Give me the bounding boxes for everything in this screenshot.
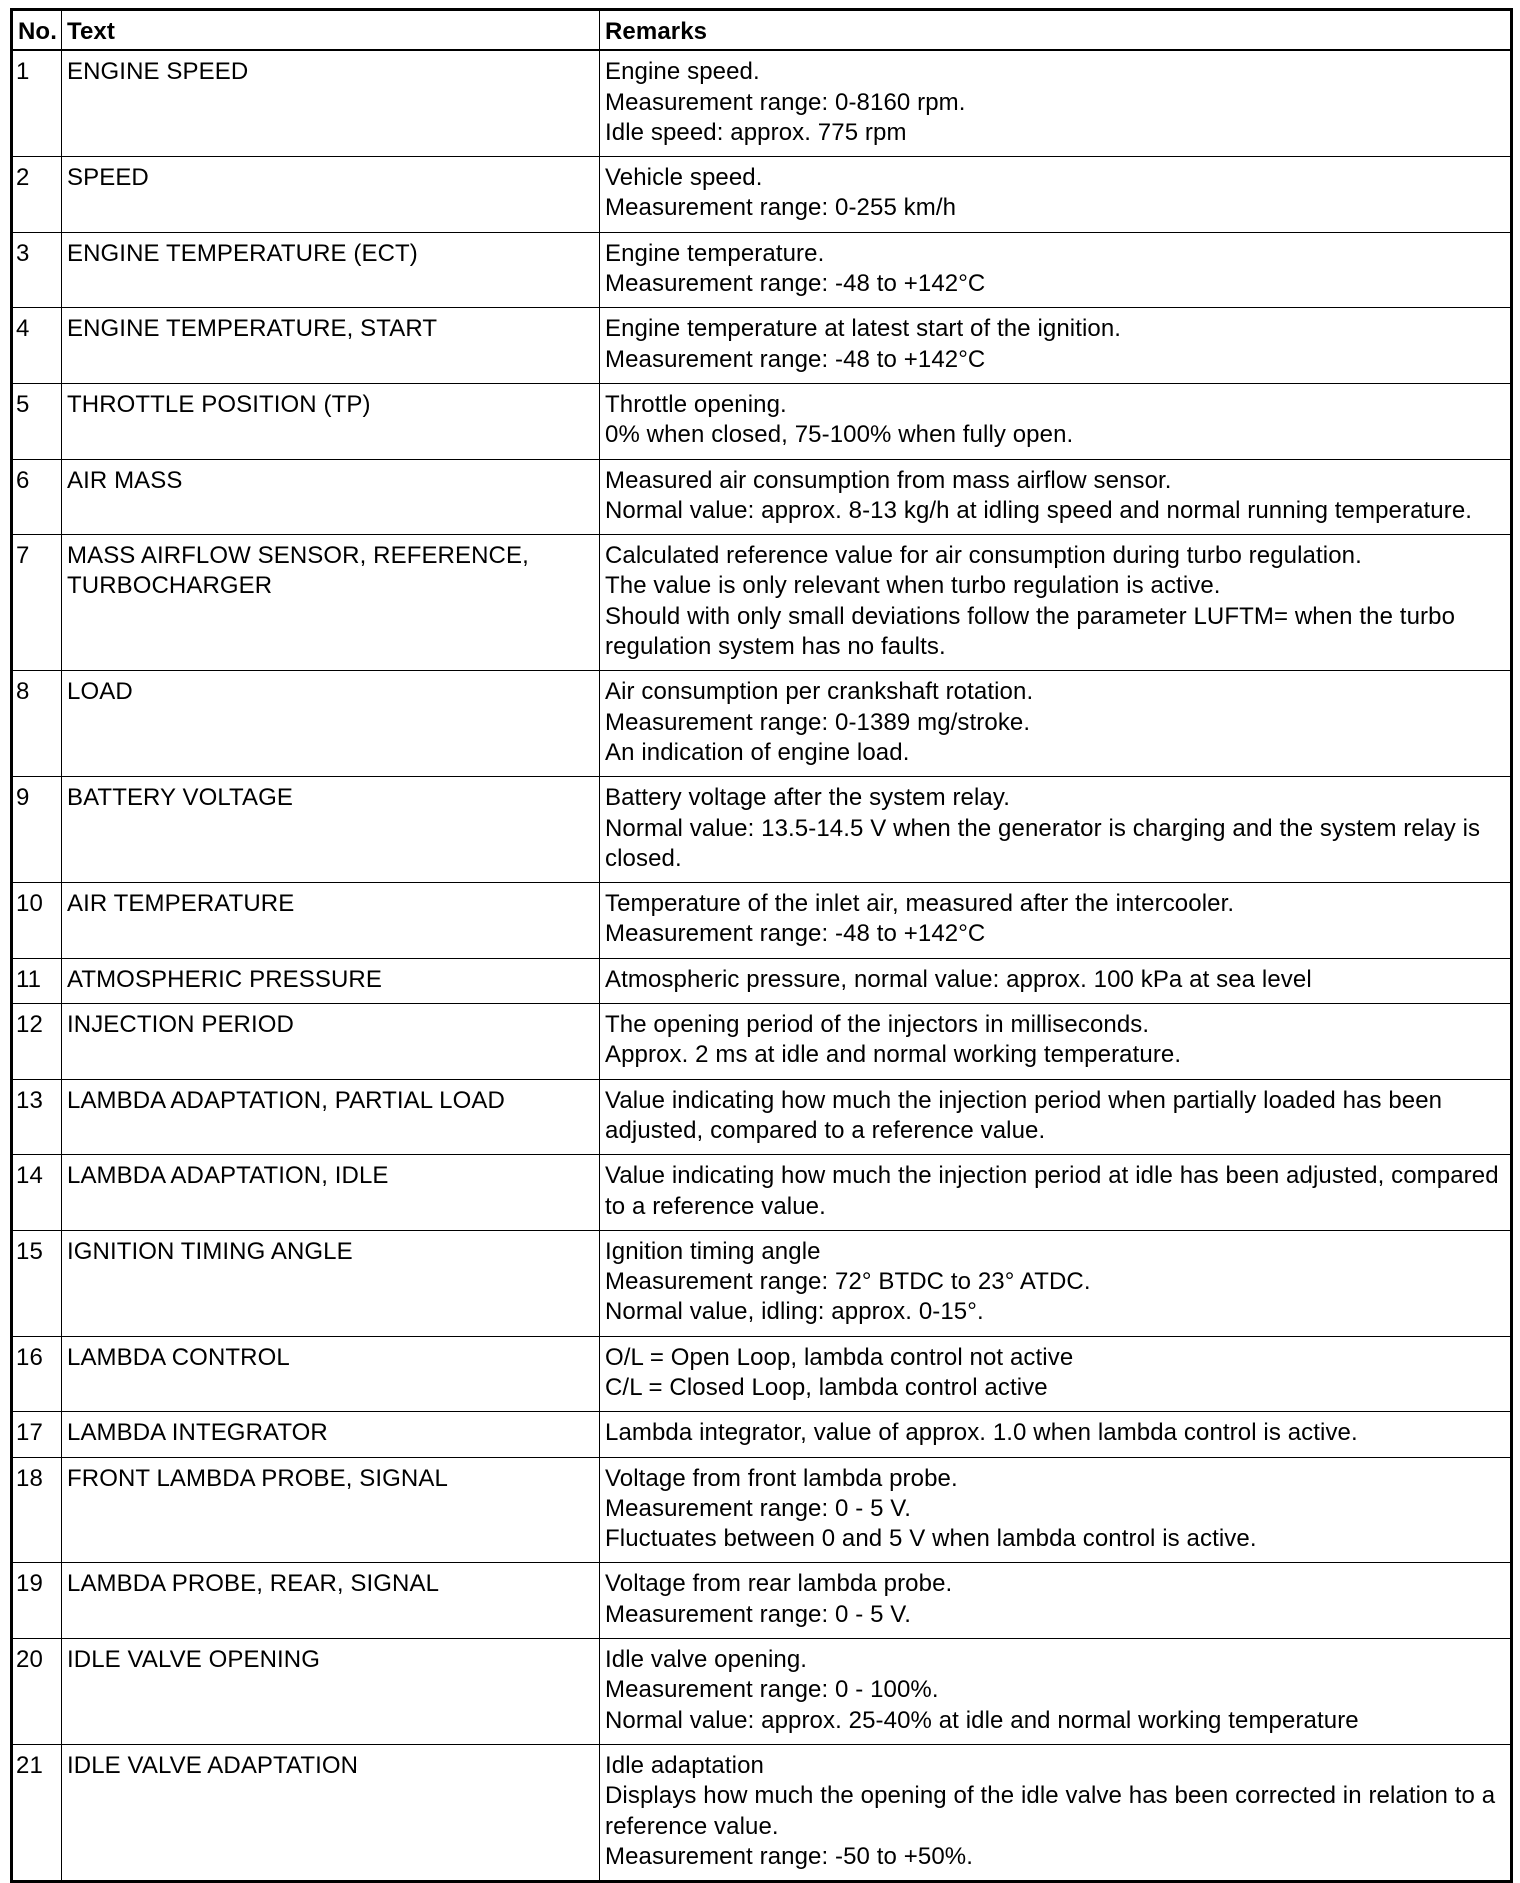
remark-line: Displays how much the opening of the idle valve has been corrected in relation to a reference value. [605, 1782, 1496, 1840]
row-number: 18 [12, 1457, 62, 1563]
table-row [12, 1230, 1512, 1336]
table-row [12, 1079, 1512, 1155]
parameter-name: AIR TEMPERATURE [62, 883, 600, 959]
parameter-name: LAMBDA ADAPTATION, PARTIAL LOAD [62, 1079, 600, 1155]
row-number: 16 [12, 1336, 62, 1412]
remark-line: An indication of engine load. [605, 738, 910, 766]
table-row [12, 50, 1512, 156]
column-header-text: Text [62, 10, 600, 51]
table-row [12, 958, 1512, 1003]
remark-line: O/L = Open Loop, lambda control not active [605, 1343, 1074, 1371]
remark-line: Normal value, idling: approx. 0-15°. [605, 1298, 984, 1326]
table-row [12, 777, 1512, 883]
table-header-row [12, 10, 1512, 51]
remark-line: Measurement range: 0 - 5 V. [605, 1600, 911, 1628]
remark-line: Vehicle speed. [605, 164, 763, 192]
parameter-name: IDLE VALVE ADAPTATION [62, 1744, 600, 1881]
parameter-name: IGNITION TIMING ANGLE [62, 1230, 600, 1336]
remark-line: The opening period of the injectors in milliseconds. [605, 1011, 1150, 1039]
remark-line: Measurement range: -48 to +142°C [605, 270, 986, 298]
remark-line: Measurement range: 0-255 km/h [605, 194, 957, 222]
parameter-table [10, 8, 1513, 1883]
remark-line: Engine temperature at latest start of the ignition. [605, 315, 1122, 343]
remark-line: Normal value: approx. 8-13 kg/h at idling speed and normal running temperature. [605, 496, 1473, 524]
remark-line: Value indicating how much the injection period at idle has been adjusted, compared to a reference value. [605, 1162, 1499, 1220]
remark-line: Measurement range: -50 to +50%. [605, 1842, 973, 1870]
remark-line: Measurement range: -48 to +142°C [605, 920, 986, 948]
table-row [12, 1457, 1512, 1563]
remark-line: Lambda integrator, value of approx. 1.0 when lambda control is active. [605, 1419, 1358, 1447]
remark-line: Measurement range: 0-8160 rpm. [605, 88, 966, 116]
row-number: 11 [12, 958, 62, 1003]
table-body [12, 50, 1512, 1881]
table-row [12, 1412, 1512, 1457]
remark-line: Atmospheric pressure, normal value: approx. 100 kPa at sea level [605, 965, 1312, 993]
remark-line: Idle valve opening. [605, 1646, 808, 1674]
row-number: 8 [12, 671, 62, 777]
column-header-no: No. [12, 10, 62, 51]
remark-line: Idle adaptation [605, 1751, 764, 1779]
remark-line: Engine speed. [605, 58, 760, 86]
row-number: 2 [12, 157, 62, 233]
row-number: 9 [12, 777, 62, 883]
remark-line: Ignition timing angle [605, 1237, 821, 1265]
remark-line: Voltage from front lambda probe. [605, 1464, 958, 1492]
remark-line: Normal value: 13.5-14.5 V when the generator is charging and the system relay is closed. [605, 814, 1481, 872]
parameter-remarks [600, 883, 1512, 959]
table-row [12, 535, 1512, 671]
remark-line: Voltage from rear lambda probe. [605, 1570, 953, 1598]
parameter-remarks [600, 1457, 1512, 1563]
parameter-remarks [600, 1412, 1512, 1457]
parameter-name: LAMBDA ADAPTATION, IDLE [62, 1155, 600, 1231]
parameter-remarks [600, 308, 1512, 384]
table-row [12, 1563, 1512, 1639]
parameter-name: IDLE VALVE OPENING [62, 1639, 600, 1745]
remark-line: Measurement range: 0 - 5 V. [605, 1494, 911, 1522]
table-row [12, 671, 1512, 777]
remark-line: Approx. 2 ms at idle and normal working temperature. [605, 1041, 1182, 1069]
row-number: 4 [12, 308, 62, 384]
parameter-name: LAMBDA CONTROL [62, 1336, 600, 1412]
row-number: 13 [12, 1079, 62, 1155]
document-page [10, 8, 1510, 1883]
parameter-remarks [600, 383, 1512, 459]
parameter-remarks [600, 459, 1512, 535]
table-row [12, 1155, 1512, 1231]
parameter-remarks [600, 232, 1512, 308]
remark-line: Idle speed: approx. 775 rpm [605, 118, 907, 146]
row-number: 7 [12, 535, 62, 671]
remark-line: Value indicating how much the injection period when partially loaded has been adjusted, compared to a reference value. [605, 1086, 1443, 1144]
remark-line: Measurement range: -48 to +142°C [605, 345, 986, 373]
table-row [12, 459, 1512, 535]
row-number: 21 [12, 1744, 62, 1881]
parameter-name: SPEED [62, 157, 600, 233]
parameter-remarks [600, 1155, 1512, 1231]
parameter-remarks [600, 1004, 1512, 1080]
parameter-name: ENGINE TEMPERATURE, START [62, 308, 600, 384]
parameter-name: LAMBDA PROBE, REAR, SIGNAL [62, 1563, 600, 1639]
row-number: 6 [12, 459, 62, 535]
parameter-name: BATTERY VOLTAGE [62, 777, 600, 883]
row-number: 5 [12, 383, 62, 459]
row-number: 14 [12, 1155, 62, 1231]
parameter-remarks [600, 958, 1512, 1003]
table-row [12, 383, 1512, 459]
parameter-name: AIR MASS [62, 459, 600, 535]
row-number: 1 [12, 50, 62, 156]
row-number: 17 [12, 1412, 62, 1457]
parameter-remarks [600, 1563, 1512, 1639]
remark-line: Measurement range: 0-1389 mg/stroke. [605, 708, 1031, 736]
row-number: 10 [12, 883, 62, 959]
remark-line: Should with only small deviations follow the parameter LUFTM= when the turbo regulation system has no faults. [605, 602, 1456, 661]
remark-line: Normal value: approx. 25-40% at idle and normal working temperature [605, 1706, 1359, 1734]
remark-line: Fluctuates between 0 and 5 V when lambda control is active. [605, 1525, 1257, 1553]
table-row [12, 1639, 1512, 1745]
parameter-name: ATMOSPHERIC PRESSURE [62, 958, 600, 1003]
remark-line: Throttle opening. [605, 390, 787, 418]
table-row [12, 883, 1512, 959]
remark-line: Calculated reference value for air consumption during turbo regulation. [605, 542, 1362, 570]
table-row [12, 1336, 1512, 1412]
parameter-remarks [600, 671, 1512, 777]
remark-line: Measurement range: 0 - 100%. [605, 1676, 939, 1704]
parameter-name: ENGINE SPEED [62, 50, 600, 156]
parameter-remarks [600, 535, 1512, 671]
parameter-name: LOAD [62, 671, 600, 777]
parameter-name: LAMBDA INTEGRATOR [62, 1412, 600, 1457]
remark-line: 0% when closed, 75-100% when fully open. [605, 421, 1074, 449]
parameter-remarks [600, 1744, 1512, 1881]
parameter-remarks [600, 157, 1512, 233]
remark-line: Air consumption per crankshaft rotation. [605, 678, 1034, 706]
table-row [12, 157, 1512, 233]
parameter-remarks [600, 50, 1512, 156]
table-row [12, 1744, 1512, 1881]
row-number: 3 [12, 232, 62, 308]
parameter-name: ENGINE TEMPERATURE (ECT) [62, 232, 600, 308]
remark-line: Measured air consumption from mass airflow sensor. [605, 466, 1172, 494]
table-row [12, 1004, 1512, 1080]
parameter-remarks [600, 1079, 1512, 1155]
parameter-remarks [600, 1639, 1512, 1745]
remark-line: Battery voltage after the system relay. [605, 784, 1010, 812]
table-row [12, 308, 1512, 384]
row-number: 19 [12, 1563, 62, 1639]
remark-line: The value is only relevant when turbo regulation is active. [605, 572, 1221, 600]
parameter-remarks [600, 1230, 1512, 1336]
column-header-remarks: Remarks [600, 10, 1512, 51]
table-row [12, 232, 1512, 308]
parameter-name: MASS AIRFLOW SENSOR, REFERENCE, TURBOCHARGER [62, 535, 600, 671]
parameter-remarks [600, 1336, 1512, 1412]
row-number: 20 [12, 1639, 62, 1745]
row-number: 12 [12, 1004, 62, 1080]
parameter-remarks [600, 777, 1512, 883]
parameter-name: FRONT LAMBDA PROBE, SIGNAL [62, 1457, 600, 1563]
remark-line: Engine temperature. [605, 239, 825, 267]
remark-line: C/L = Closed Loop, lambda control active [605, 1373, 1048, 1401]
remark-line: Measurement range: 72° BTDC to 23° ATDC. [605, 1268, 1091, 1296]
parameter-name: THROTTLE POSITION (TP) [62, 383, 600, 459]
row-number: 15 [12, 1230, 62, 1336]
remark-line: Temperature of the inlet air, measured after the intercooler. [605, 890, 1235, 918]
parameter-name: INJECTION PERIOD [62, 1004, 600, 1080]
